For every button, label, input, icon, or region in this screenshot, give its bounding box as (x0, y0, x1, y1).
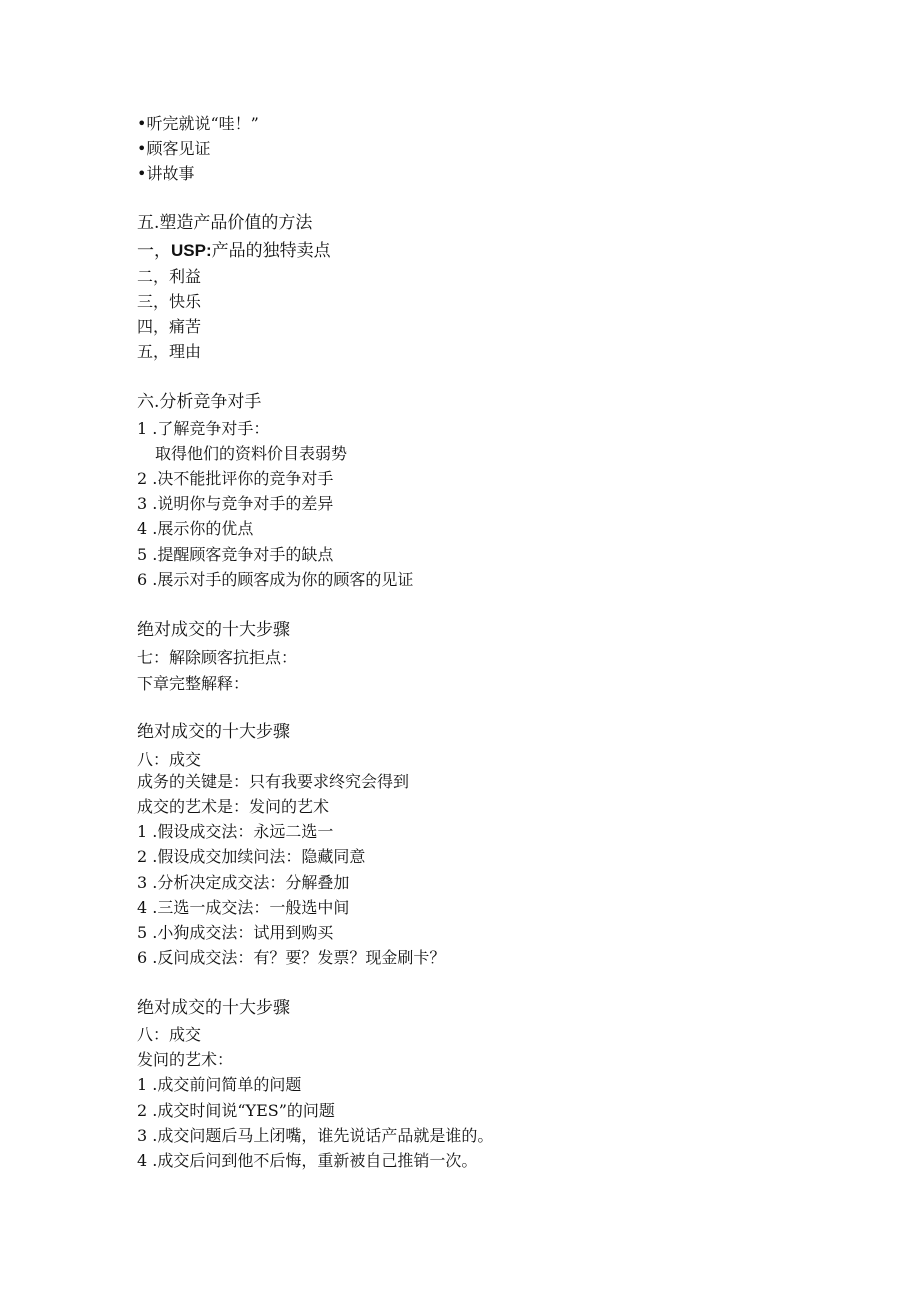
list-item-prefix: 一， (137, 241, 171, 261)
list-item: 6 .反问成交法：有？要？发票？现金刷卡？ (137, 948, 446, 967)
list-item: 1 .成交前问简单的问题 (137, 1075, 302, 1094)
section-subtitle: 发问的艺术： (137, 1050, 234, 1069)
section-title: 五.塑造产品价值的方法 (137, 213, 313, 233)
list-subitem: 取得他们的资料价目表弱势 (155, 444, 348, 463)
list-item: 3 .分析决定成交法：分解叠加 (137, 873, 350, 892)
list-item: 1 .了解竞争对手： (137, 419, 270, 438)
list-item: 五，理由 (137, 342, 202, 361)
section-title: 六.分析竞争对手 (137, 392, 262, 412)
section-title: 八：成交 (137, 750, 202, 769)
list-item: 4 .成交后问到他不后悔，重新被自己推销一次。 (137, 1151, 478, 1170)
paragraph-line: 成务的关键是：只有我要求终究会得到 (137, 772, 410, 791)
list-item: 2 .成交时间说“YES”的问题 (137, 1101, 335, 1120)
list-item: 3 .成交问题后马上闭嘴，谁先说话产品就是谁的。 (137, 1126, 494, 1145)
list-item: 4 .三选一成交法：一般选中间 (137, 898, 350, 917)
list-item (137, 241, 331, 261)
section-title: 七：解除顾客抗拒点： (137, 648, 298, 667)
bullet-item: •讲故事 (137, 164, 195, 183)
list-item: 四，痛苦 (137, 317, 202, 336)
bullet-item: •听完就说“哇！” (137, 114, 259, 133)
list-item: 3 .说明你与竞争对手的差异 (137, 494, 334, 513)
list-item: 二，利益 (137, 267, 202, 286)
list-item: 2 .假设成交加续问法：隐藏同意 (137, 847, 366, 866)
usp-label: USP: (171, 241, 212, 260)
bullet-item: •顾客见证 (137, 139, 211, 158)
section-heading: 绝对成交的十大步骤 (137, 998, 290, 1018)
list-item: 5 .提醒顾客竞争对手的缺点 (137, 545, 334, 564)
section-heading: 绝对成交的十大步骤 (137, 722, 290, 742)
list-item: 6 .展示对手的顾客成为你的顾客的见证 (137, 570, 414, 589)
section-title: 八：成交 (137, 1025, 202, 1044)
section-heading: 绝对成交的十大步骤 (137, 620, 290, 640)
list-item-text: 产品的独特卖点 (211, 241, 331, 261)
list-item: 1 .假设成交法：永远二选一 (137, 822, 334, 841)
list-item: 三，快乐 (137, 292, 202, 311)
list-item: 5 .小狗成交法：试用到购买 (137, 923, 334, 942)
section-note: 下章完整解释： (137, 674, 250, 693)
list-item: 2 .决不能批评你的竞争对手 (137, 469, 334, 488)
list-item: 4 .展示你的优点 (137, 519, 254, 538)
paragraph-line: 成交的艺术是：发问的艺术 (137, 797, 330, 816)
